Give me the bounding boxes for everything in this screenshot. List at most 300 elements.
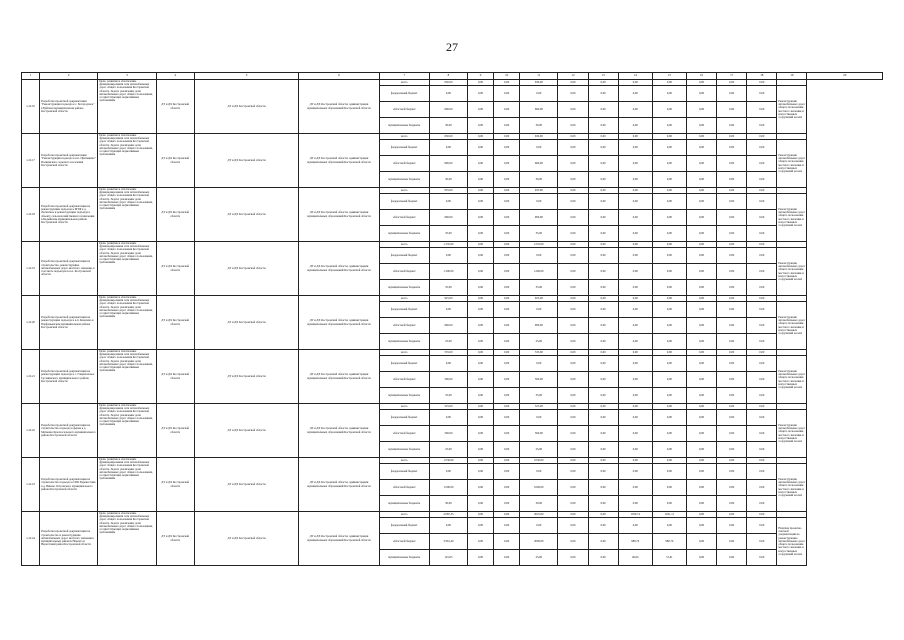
finance-value-cell: 1 000,00 — [429, 480, 467, 496]
finance-value-cell: 0,00 — [686, 194, 716, 210]
result-cell: Реконструкция автомобильных дорог общего пользования местного значения и искусственных сооружений на них — [777, 464, 807, 512]
finance-value-cell: 0,00 — [494, 118, 520, 134]
finance-value-cell: 0,00 — [686, 550, 716, 566]
finance-value-cell: 0,00 — [652, 226, 686, 242]
finance-value-cell: 0,00 — [618, 102, 652, 118]
finance-value-cell: 25,00 — [520, 334, 558, 350]
finance-value-cell: 630,00 — [429, 134, 467, 140]
finance-value-cell: 0,00 — [558, 134, 588, 140]
finance-value-cell: 0,00 — [494, 86, 520, 102]
finance-value-cell: 0,00 — [588, 410, 618, 426]
finance-value-cell: 0,00 — [618, 442, 652, 458]
finance-value-cell: 0,00 — [652, 118, 686, 134]
finance-value-cell: 0,00 — [717, 296, 747, 302]
finance-value-cell: 0,00 — [747, 534, 777, 550]
finance-value-cell: 0,00 — [717, 404, 747, 410]
finance-value-cell: 0,00 — [558, 442, 588, 458]
finance-value-cell: 0,00 — [558, 102, 588, 118]
goal-cell: Цель: развитие и обеспечение функционирования сети автомобильных дорог общего пользования Костромской области. Задача: увеличение доли автомобильных дорог общего пользования, соответствующих нормативным требованиям — [98, 458, 156, 512]
finance-value-cell: 0,00 — [747, 242, 777, 248]
finance-value-cell: 0,00 — [588, 534, 618, 550]
finance-value-cell: 925,00 — [429, 296, 467, 302]
program-activities-table — [21, 72, 883, 566]
executor-cell: ДТ и ДХ Костромской области — [156, 188, 194, 242]
finance-value-cell: 0,00 — [618, 248, 652, 264]
finance-value-cell: 0,00 — [618, 388, 652, 404]
finance-value-cell: 0,00 — [588, 442, 618, 458]
finance-value-cell: 0,00 — [618, 172, 652, 188]
finance-value-cell: 0,00 — [468, 86, 494, 102]
table-body — [22, 80, 883, 566]
finance-value-cell: 0,00 — [588, 404, 618, 410]
finance-value-cell: 0,00 — [588, 80, 618, 86]
finance-value-cell: 0,00 — [652, 480, 686, 496]
finance-value-cell: 0,00 — [652, 140, 686, 156]
finance-value-cell: 0,00 — [494, 188, 520, 194]
finance-value-cell: 0,00 — [468, 480, 494, 496]
finance-value-cell: 0,00 — [494, 442, 520, 458]
finance-value-cell: 0,00 — [686, 480, 716, 496]
executor-cell: ДТ и ДХ Костромской области — [156, 458, 194, 512]
goal-cell: Цель: развитие и обеспечение функционирования сети автомобильных дорог общего пользования Костромской области. Задача: увеличение доли автомобильных дорог общего пользования, соответствующих нормативным требованиям — [98, 188, 156, 242]
participants-cell: ДТ и ДХ Костромской области, администрации муниципальных образований Костромской области — [299, 350, 379, 404]
responsible-cell: ДТ и ДХ Костромской области — [194, 458, 298, 512]
finance-value-cell: 0,00 — [558, 226, 588, 242]
finance-value-cell: 630,00 — [520, 80, 558, 86]
finance-value-cell: 0,00 — [618, 280, 652, 296]
finance-value-cell: 0,00 — [494, 134, 520, 140]
finance-value-cell: 0,00 — [717, 534, 747, 550]
finance-value-cell: 0,00 — [652, 242, 686, 248]
finance-value-cell: 0,00 — [686, 248, 716, 264]
finance-value-cell: 0,00 — [588, 118, 618, 134]
responsible-cell: ДТ и ДХ Костромской области — [194, 80, 298, 134]
funding-source-cell: федеральный бюджет — [379, 356, 429, 372]
finance-value-cell: 0,00 — [429, 248, 467, 264]
finance-value-cell: 0,00 — [558, 296, 588, 302]
finance-value-cell: 0,00 — [717, 188, 747, 194]
finance-value-cell: 630,00 — [429, 80, 467, 86]
finance-value-cell: 0,00 — [494, 172, 520, 188]
activity-name-cell: Разработка проектной документации на реконструкцию подъезда к с. Гавриловское Сусанинского муниципального района Костромской области — [40, 350, 98, 404]
finance-value-cell: 0,00 — [494, 264, 520, 280]
finance-value-cell: 0,00 — [468, 280, 494, 296]
goal-cell: Цель: развитие и обеспечение функционирования сети автомобильных дорог общего пользования Костромской области. Задача: увеличение доли автомобильных дорог общего пользования, соответствующих нормативным требованиям — [98, 512, 156, 566]
finance-value-cell: 0,00 — [618, 86, 652, 102]
finance-value-cell: 0,00 — [494, 426, 520, 442]
finance-value-cell: 0,00 — [618, 156, 652, 172]
participants-cell: ДТ и ДХ Костромской области, администрации муниципальных образований Костромской области — [299, 458, 379, 512]
finance-value-cell: 0,00 — [558, 350, 588, 356]
finance-value-cell: 0,00 — [588, 464, 618, 480]
finance-value-cell: 0,00 — [558, 426, 588, 442]
finance-value-cell: 0,00 — [588, 302, 618, 318]
finance-value-cell: 0,00 — [686, 518, 716, 534]
finance-value-cell: 0,00 — [558, 242, 588, 248]
finance-value-cell: 0,00 — [747, 226, 777, 242]
funding-source-cell: областной бюджет — [379, 102, 429, 118]
finance-value-cell: 0,00 — [494, 140, 520, 156]
finance-value-cell: 0,00 — [494, 388, 520, 404]
finance-value-cell: 0,00 — [558, 356, 588, 372]
finance-value-cell: 0,00 — [588, 226, 618, 242]
finance-value-cell: 0,00 — [618, 264, 652, 280]
finance-value-cell: 0,00 — [652, 188, 686, 194]
finance-value-cell: 0,00 — [686, 404, 716, 410]
finance-value-cell: 0,00 — [717, 442, 747, 458]
finance-value-cell: 0,00 — [652, 156, 686, 172]
finance-value-cell: 0,00 — [558, 480, 588, 496]
col-number: 6 — [299, 73, 379, 80]
finance-value-cell: 0,00 — [686, 318, 716, 334]
executor-cell: ДТ и ДХ Костромской области — [156, 296, 194, 350]
finance-value-cell: 0,00 — [652, 264, 686, 280]
row-id-cell: 1.22.19 — [22, 242, 40, 296]
finance-value-cell: 0,00 — [494, 410, 520, 426]
finance-value-cell: 0,00 — [652, 248, 686, 264]
finance-value-cell: 0,00 — [588, 172, 618, 188]
finance-value-cell: 0,00 — [717, 388, 747, 404]
finance-value-cell: 0,00 — [717, 134, 747, 140]
funding-source-cell: всего — [379, 134, 429, 140]
finance-value-cell: 0,00 — [686, 140, 716, 156]
finance-value-cell: 0,00 — [618, 410, 652, 426]
funding-source-cell: областной бюджет — [379, 156, 429, 172]
executor-cell: ДТ и ДХ Костромской области — [156, 134, 194, 188]
funding-source-cell: муниципальные бюджеты — [379, 388, 429, 404]
finance-value-cell: 980,70 — [618, 534, 652, 550]
finance-value-cell: 0,00 — [494, 496, 520, 512]
finance-value-cell: 0,00 — [618, 480, 652, 496]
finance-value-cell: 0,00 — [652, 318, 686, 334]
finance-value-cell: 0,00 — [494, 512, 520, 518]
finance-value-cell: 0,00 — [468, 264, 494, 280]
col-number: 19 — [777, 73, 807, 80]
finance-value-cell: 0,00 — [652, 442, 686, 458]
finance-value-cell: 0,00 — [558, 140, 588, 156]
col-number: 3 — [98, 73, 156, 80]
finance-value-cell: 0,00 — [686, 156, 716, 172]
col-number: 15 — [652, 73, 686, 80]
finance-value-cell: 0,00 — [747, 464, 777, 480]
finance-value-cell: 0,00 — [618, 302, 652, 318]
program-table-sheet — [21, 72, 883, 566]
col-number: 14 — [618, 73, 652, 80]
finance-value-cell: 0,00 — [717, 226, 747, 242]
col-number: 2 — [40, 73, 98, 80]
finance-value-cell: 0,00 — [468, 318, 494, 334]
finance-value-cell: 0,00 — [520, 410, 558, 426]
participants-cell: ДТ и ДХ Костромской области, администрации муниципальных образований Костромской области — [299, 512, 379, 566]
finance-value-cell: 0,00 — [717, 334, 747, 350]
finance-value-cell: 0,00 — [686, 464, 716, 480]
finance-value-cell: 0,00 — [520, 86, 558, 102]
finance-value-cell: 0,00 — [652, 388, 686, 404]
finance-value-cell: 0,00 — [717, 464, 747, 480]
col-number: 9 — [468, 73, 494, 80]
finance-value-cell: 0,00 — [558, 464, 588, 480]
finance-value-cell: 0,00 — [494, 80, 520, 86]
finance-value-cell: 0,00 — [686, 410, 716, 426]
finance-value-cell: 0,00 — [686, 280, 716, 296]
finance-value-cell: 900,00 — [520, 318, 558, 334]
result-cell: Реконструкция автомобильных дорог общего пользования местного значения и искусственных сооружений на них — [777, 410, 807, 458]
finance-value-cell: 0,00 — [468, 404, 494, 410]
finance-value-cell: 0,00 — [494, 458, 520, 464]
finance-value-cell: 25,00 — [429, 334, 467, 350]
finance-value-cell: 600,00 — [429, 102, 467, 118]
finance-value-cell: 0,00 — [494, 194, 520, 210]
finance-value-cell: 0,00 — [618, 242, 652, 248]
responsible-cell: ДТ и ДХ Костромской области — [194, 350, 298, 404]
finance-value-cell: 0,00 — [558, 372, 588, 388]
responsible-cell: ДТ и ДХ Костромской области — [194, 134, 298, 188]
funding-source-cell: муниципальные бюджеты — [379, 118, 429, 134]
funding-source-cell: всего — [379, 512, 429, 518]
funding-source-cell: федеральный бюджет — [379, 194, 429, 210]
activity-name-cell: Разработка проектной документации "Реконструкция подъезда к с. Богородское" в Буйском муниципальном районе Костромской области — [40, 80, 98, 134]
finance-value-cell: 0,00 — [558, 280, 588, 296]
funding-source-cell: областной бюджет — [379, 534, 429, 550]
col-number: 10 — [494, 73, 520, 80]
funding-source-cell: федеральный бюджет — [379, 302, 429, 318]
finance-value-cell: 0,00 — [588, 264, 618, 280]
finance-value-cell: 0,00 — [717, 350, 747, 356]
finance-value-cell: 0,00 — [717, 372, 747, 388]
funding-source-cell: всего — [379, 80, 429, 86]
finance-value-cell: 0,00 — [618, 226, 652, 242]
finance-value-cell: 1 235,00 — [429, 242, 467, 248]
finance-value-cell: 1 200,00 — [429, 264, 467, 280]
finance-value-cell: 525,00 — [429, 404, 467, 410]
finance-value-cell: 0,00 — [618, 188, 652, 194]
finance-value-cell: 0,00 — [618, 318, 652, 334]
finance-value-cell: 0,00 — [494, 550, 520, 566]
finance-value-cell: 0,00 — [652, 102, 686, 118]
funding-source-cell: областной бюджет — [379, 264, 429, 280]
finance-value-cell: 0,00 — [558, 156, 588, 172]
finance-value-cell: 500,00 — [520, 426, 558, 442]
finance-value-cell: 500,00 — [429, 426, 467, 442]
finance-value-cell: 600,00 — [429, 156, 467, 172]
finance-value-cell: 0,00 — [429, 302, 467, 318]
finance-value-cell: 0,00 — [494, 302, 520, 318]
finance-value-cell: 0,00 — [618, 458, 652, 464]
funding-source-cell: всего — [379, 188, 429, 194]
finance-value-cell: 0,00 — [494, 280, 520, 296]
finance-value-cell: 0,00 — [558, 188, 588, 194]
executor-cell: ДТ и ДХ Костромской области — [156, 242, 194, 296]
finance-value-cell: 0,00 — [588, 496, 618, 512]
row-id-cell: 1.22.23 — [22, 458, 40, 512]
finance-value-cell: 0,00 — [652, 496, 686, 512]
finance-value-cell: 0,00 — [652, 410, 686, 426]
finance-value-cell: 1031,11 — [652, 512, 686, 518]
activity-name-cell: Разработка проектной документации на строительство, реконструкцию автомобильных дорог местного значения, в том числе подъездов к н.п. Костромской области — [40, 242, 98, 296]
finance-value-cell: 0,00 — [588, 210, 618, 226]
finance-value-cell: 0,00 — [468, 518, 494, 534]
funding-source-cell: областной бюджет — [379, 372, 429, 388]
finance-value-cell: 0,00 — [747, 372, 777, 388]
goal-cell: Цель: развитие и обеспечение функционирования сети автомобильных дорог общего пользования Костромской области. Задача: увеличение доли автомобильных дорог общего пользования, соответствующих нормативным требованиям — [98, 350, 156, 404]
finance-value-cell: 0,00 — [494, 534, 520, 550]
finance-value-cell: 0,00 — [717, 102, 747, 118]
col-number: 13 — [588, 73, 618, 80]
finance-value-cell: 0,00 — [494, 372, 520, 388]
finance-value-cell: 630,00 — [520, 134, 558, 140]
finance-value-cell: 0,00 — [468, 464, 494, 480]
page-number: 27 — [446, 40, 458, 54]
finance-value-cell: 0,00 — [747, 80, 777, 86]
finance-value-cell: 25,00 — [520, 550, 558, 566]
finance-value-cell: 0,00 — [652, 194, 686, 210]
finance-value-cell: 0,00 — [747, 280, 777, 296]
finance-value-cell: 0,00 — [652, 518, 686, 534]
finance-value-cell: 35,00 — [429, 226, 467, 242]
finance-value-cell: 0,00 — [588, 156, 618, 172]
finance-value-cell: 935,00 — [429, 188, 467, 194]
finance-value-cell: 0,00 — [717, 458, 747, 464]
funding-source-cell: федеральный бюджет — [379, 410, 429, 426]
row-id-cell: 1.22.20 — [22, 296, 40, 350]
finance-value-cell: 0,00 — [588, 388, 618, 404]
finance-value-cell: 980,70 — [652, 534, 686, 550]
finance-value-cell: 935,00 — [520, 188, 558, 194]
finance-value-cell: 0,00 — [468, 356, 494, 372]
finance-value-cell: 0,00 — [558, 118, 588, 134]
finance-value-cell: 0,00 — [747, 334, 777, 350]
funding-source-cell: муниципальные бюджеты — [379, 172, 429, 188]
finance-value-cell: 0,00 — [747, 118, 777, 134]
col-number: 4 — [156, 73, 194, 80]
finance-value-cell: 30,00 — [520, 172, 558, 188]
finance-value-cell: 0,00 — [468, 350, 494, 356]
finance-value-cell: 0,00 — [468, 134, 494, 140]
participants-cell: ДТ и ДХ Костромской области, администрации муниципальных образований Костромской области — [299, 404, 379, 458]
result-cell: Реконструкция автомобильных дорог общего пользования местного значения и искусственных сооружений на них — [777, 140, 807, 188]
finance-value-cell: 0,00 — [686, 426, 716, 442]
finance-value-cell: 0,00 — [717, 172, 747, 188]
finance-value-cell: 0,00 — [558, 334, 588, 350]
finance-value-cell: 0,00 — [717, 410, 747, 426]
finance-value-cell: 0,00 — [520, 518, 558, 534]
finance-value-cell: 4 087,35 — [429, 512, 467, 518]
finance-value-cell: 0,00 — [494, 404, 520, 410]
finance-value-cell: 0,00 — [494, 334, 520, 350]
finance-value-cell: 0,00 — [429, 140, 467, 156]
activity-name-cell: Разработка проектной документации на реконструкцию подъезда к МТФ в д. Лесинское и реконструкцию подъезда к объекту сельскохозяйственного назначения в Кадыйском муниципальном районе Костромской области — [40, 188, 98, 242]
finance-value-cell: 0,00 — [558, 86, 588, 102]
finance-value-cell: 0,00 — [747, 210, 777, 226]
finance-value-cell: 0,00 — [652, 296, 686, 302]
finance-value-cell: 0,00 — [747, 318, 777, 334]
finance-value-cell: 0,00 — [468, 156, 494, 172]
finance-value-cell: 0,00 — [747, 410, 777, 426]
finance-value-cell: 0,00 — [468, 372, 494, 388]
result-cell: Реконструкция автомобильных дорог общего пользования местного значения и искусственных сооружений на них — [777, 356, 807, 404]
finance-value-cell: 0,00 — [494, 356, 520, 372]
finance-value-cell: 0,00 — [652, 426, 686, 442]
column-number-row — [22, 73, 883, 80]
finance-value-cell: 0,00 — [717, 140, 747, 156]
finance-value-cell: 0,00 — [747, 388, 777, 404]
participants-cell: ДТ и ДХ Костромской области, администрации муниципальных образований Костромской области — [299, 80, 379, 134]
finance-value-cell: 0,00 — [558, 210, 588, 226]
finance-value-cell: 0,00 — [494, 350, 520, 356]
finance-value-cell: 0,00 — [652, 280, 686, 296]
finance-value-cell: 0,00 — [588, 86, 618, 102]
finance-value-cell: 0,00 — [747, 296, 777, 302]
finance-value-cell: 30,00 — [429, 496, 467, 512]
executor-cell: ДТ и ДХ Костромской области — [156, 80, 194, 134]
finance-value-cell: 0,00 — [494, 518, 520, 534]
finance-value-cell: 0,00 — [747, 350, 777, 356]
col-number: 20 — [807, 73, 883, 80]
finance-value-cell: 0,00 — [717, 302, 747, 318]
col-number: 17 — [717, 73, 747, 80]
finance-value-cell: 0,00 — [717, 80, 747, 86]
finance-value-cell: 0,00 — [520, 248, 558, 264]
finance-value-cell: 0,00 — [618, 426, 652, 442]
finance-value-cell: 0,00 — [618, 464, 652, 480]
finance-value-cell: 0,00 — [652, 372, 686, 388]
funding-source-cell: всего — [379, 296, 429, 302]
finance-value-cell: 1235,00 — [520, 242, 558, 248]
finance-value-cell: 0,00 — [652, 86, 686, 102]
responsible-cell: ДТ и ДХ Костромской области — [194, 296, 298, 350]
finance-value-cell: 0,00 — [717, 426, 747, 442]
col-number: 16 — [686, 73, 716, 80]
row-id-cell: 1.22.18 — [22, 188, 40, 242]
finance-value-cell: 0,00 — [468, 210, 494, 226]
responsible-cell: ДТ и ДХ Костромской области — [194, 188, 298, 242]
finance-value-cell: 0,00 — [717, 480, 747, 496]
col-number: 7 — [379, 73, 429, 80]
finance-value-cell: 0,00 — [588, 140, 618, 156]
funding-source-cell: всего — [379, 458, 429, 464]
finance-value-cell: 30,00 — [429, 118, 467, 134]
finance-value-cell: 0,00 — [588, 512, 618, 518]
finance-value-cell: 0,00 — [520, 464, 558, 480]
finance-value-cell: 0,00 — [588, 458, 618, 464]
finance-value-cell: 0,00 — [468, 550, 494, 566]
finance-value-cell: 0,00 — [588, 550, 618, 566]
finance-value-cell: 0,00 — [686, 80, 716, 86]
finance-value-cell: 0,00 — [429, 518, 467, 534]
finance-value-cell: 0,00 — [618, 496, 652, 512]
finance-value-cell: 0,00 — [494, 464, 520, 480]
responsible-cell: ДТ и ДХ Костромской области — [194, 512, 298, 566]
funding-source-cell: всего — [379, 404, 429, 410]
finance-value-cell: 0,00 — [652, 210, 686, 226]
finance-value-cell: 0,00 — [747, 156, 777, 172]
finance-value-cell: 0,00 — [618, 350, 652, 356]
finance-value-cell: 0,00 — [747, 102, 777, 118]
finance-value-cell: 0,00 — [468, 410, 494, 426]
finance-value-cell: 1030,00 — [520, 458, 558, 464]
finance-value-cell: 0,00 — [558, 302, 588, 318]
finance-value-cell: 0,00 — [468, 194, 494, 210]
responsible-cell: ДТ и ДХ Костромской области — [194, 242, 298, 296]
finance-value-cell: 0,00 — [468, 426, 494, 442]
finance-value-cell: 0,00 — [686, 118, 716, 134]
finance-value-cell: 0,00 — [618, 210, 652, 226]
finance-value-cell: 0,00 — [429, 464, 467, 480]
finance-value-cell: 0,00 — [652, 172, 686, 188]
finance-value-cell: 0,00 — [686, 86, 716, 102]
executor-cell: ДТ и ДХ Костромской области — [156, 350, 194, 404]
finance-value-cell: 0,00 — [558, 410, 588, 426]
